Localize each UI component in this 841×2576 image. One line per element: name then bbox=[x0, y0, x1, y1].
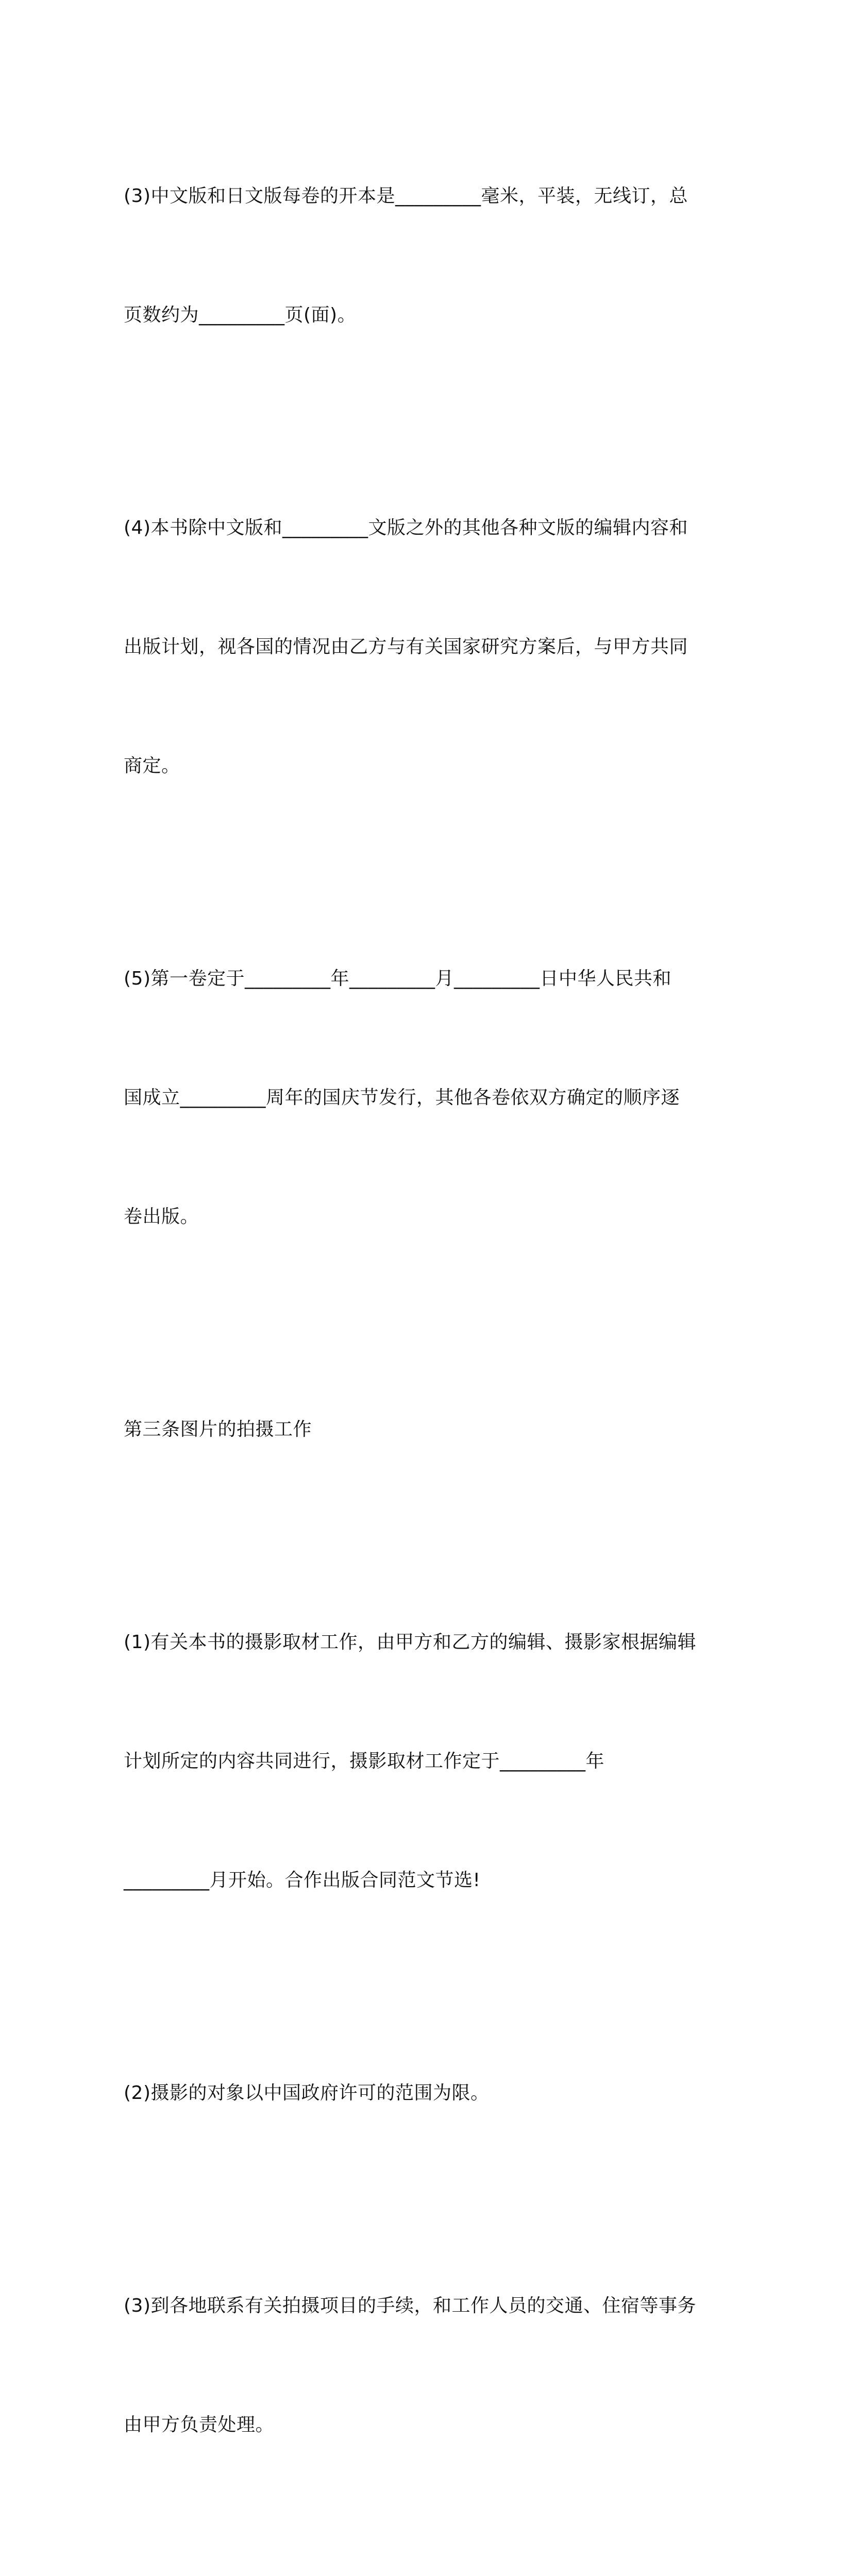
text-line: 出版计划，视各国的情况由乙方与有关国家研究方案后，与甲方共同 bbox=[124, 636, 688, 657]
paragraph-clause-3-item-2 bbox=[124, 1994, 711, 2192]
text-line: _________月开始。合作出版合同范文节选! bbox=[124, 1870, 481, 1891]
text-line: 计划所定的内容共同进行，摄影取材工作定于_________年 bbox=[124, 1751, 605, 1772]
section-heading-clause-3 bbox=[124, 1330, 711, 1529]
text-line: (5)第一卷定于_________年_________月_________日中华人民共和 bbox=[124, 968, 671, 989]
document-body bbox=[124, 97, 711, 2576]
text-line: 卷出版。 bbox=[124, 1206, 199, 1227]
text-line: (3)到各地联系有关拍摄项目的手续，和工作人员的交通、住宿等事务 bbox=[124, 2295, 696, 2316]
text-line: 页数约为_________页(面)。 bbox=[124, 304, 357, 326]
text-line: (4)本书除中文版和_________文版之外的其他各种文版的编辑内容和 bbox=[124, 517, 688, 538]
paragraph-clause-2-item-5 bbox=[124, 879, 711, 1316]
text-line: (1)有关本书的摄影取材工作，由甲方和乙方的编辑、摄影家根据编辑 bbox=[124, 1632, 696, 1653]
paragraph-clause-3-item-4 bbox=[124, 2538, 711, 2576]
paragraph-clause-2-item-3 bbox=[124, 97, 711, 414]
paragraph-clause-3-item-3 bbox=[124, 2207, 711, 2524]
text-line: 国成立_________周年的国庆节发行，其他各卷依双方确定的顺序逐 bbox=[124, 1087, 680, 1108]
heading-text: 第三条图片的拍摄工作 bbox=[124, 1419, 312, 1440]
paragraph-clause-2-item-4 bbox=[124, 429, 711, 865]
paragraph-clause-3-item-1 bbox=[124, 1543, 711, 1979]
text-line: (2)摄影的对象以中国政府许可的范围为限。 bbox=[124, 2082, 490, 2104]
text-line: 商定。 bbox=[124, 755, 180, 776]
text-line: 由甲方负责处理。 bbox=[124, 2414, 275, 2435]
text-line: (3)中文版和日文版每卷的开本是_________毫米，平装，无线订，总 bbox=[124, 185, 688, 207]
